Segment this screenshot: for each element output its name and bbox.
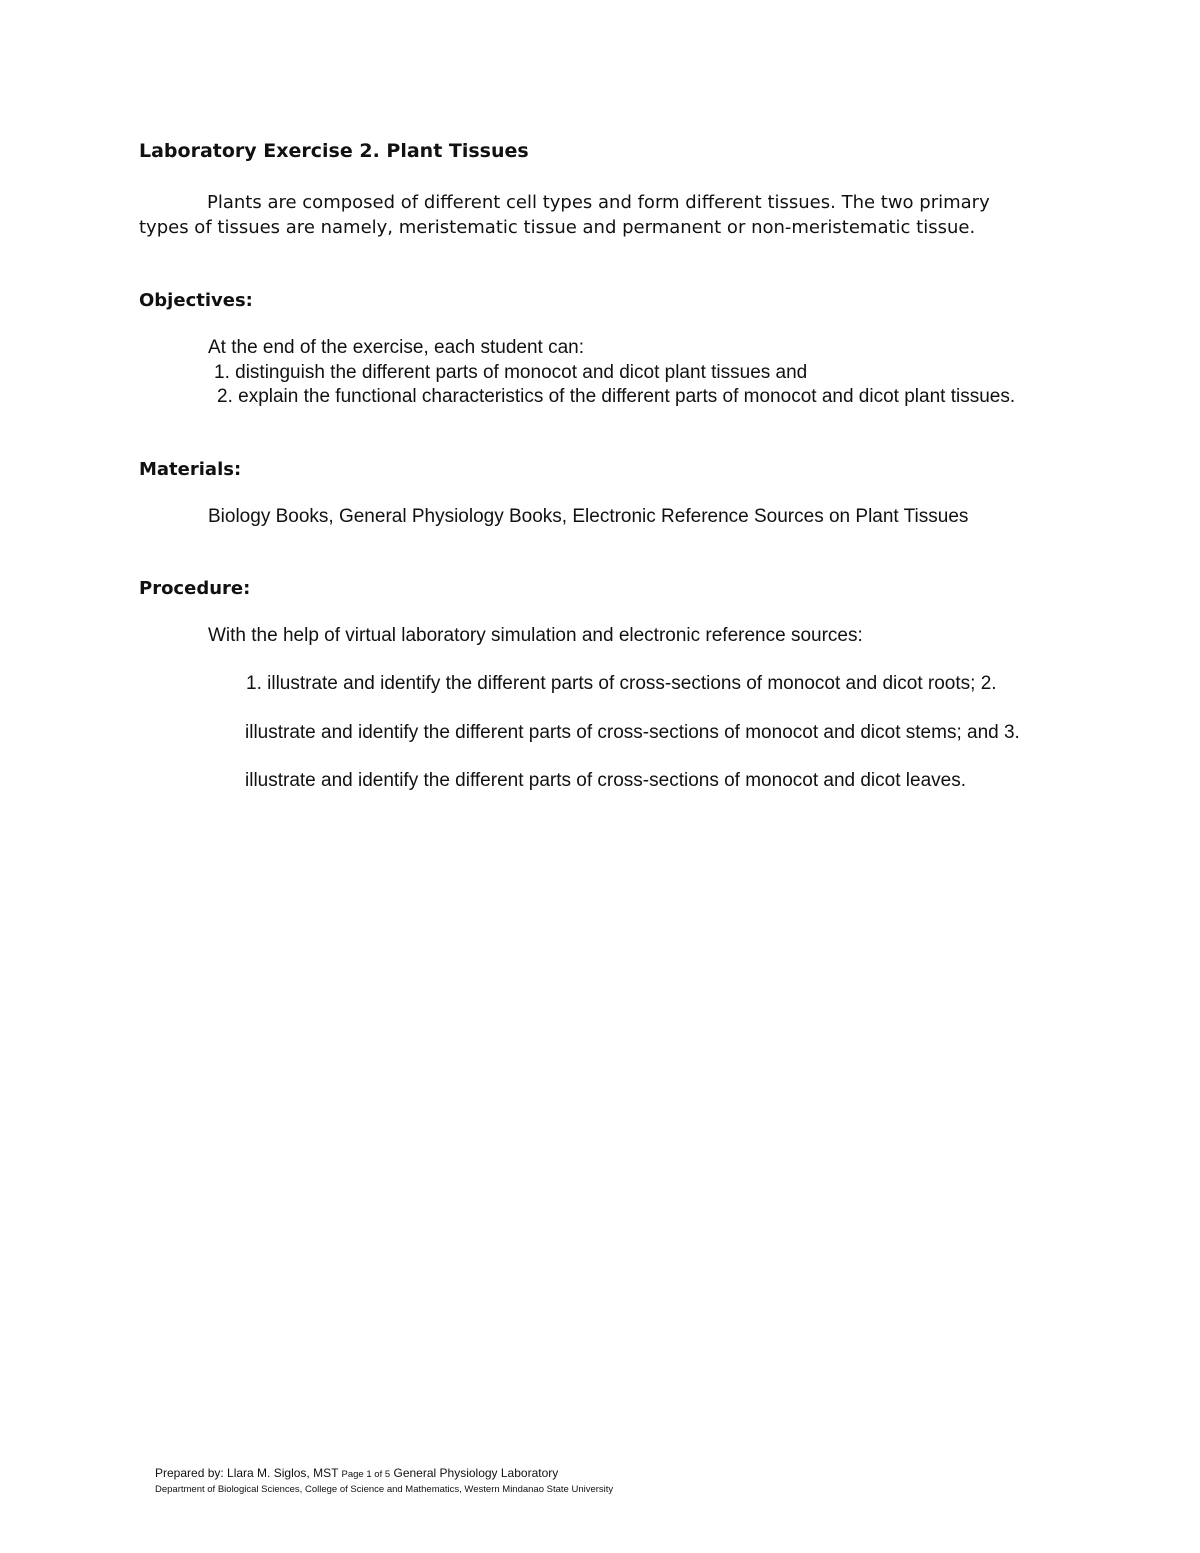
objectives-lead: At the end of the exercise, each student can: (208, 337, 585, 358)
objective-item-1: 1. distinguish the different parts of monocot and dicot plant tissues and (214, 362, 808, 383)
objective-item-2: 2. explain the functional characteristics of the different parts of monocot and dicot plant tissues. (217, 386, 1016, 407)
footer-department: Department of Biological Sciences, College of Science and Mathematics, Western Mindanao State University (155, 1484, 614, 1495)
page-title: Laboratory Exercise 2. Plant Tissues (139, 140, 529, 162)
footer-course: General Physiology Laboratory (393, 1466, 559, 1480)
footer-prepared-by: Prepared by: Llara M. Siglos, MST (155, 1466, 339, 1480)
procedure-lead: With the help of virtual laboratory simulation and electronic reference sources: (208, 625, 863, 646)
procedure-heading: Procedure: (139, 578, 251, 599)
intro-line-1: Plants are composed of different cell types and form different tissues. The two primary (207, 192, 990, 213)
procedure-line-3: illustrate and identify the different parts of cross-sections of monocot and dicot leaves. (245, 770, 966, 791)
footer-line-1 (155, 1466, 558, 1480)
intro-line-2: types of tissues are namely, meristematic tissue and permanent or non-meristematic tissue. (139, 217, 976, 238)
procedure-line-2: illustrate and identify the different parts of cross-sections of monocot and dicot stems; and 3. (245, 722, 1020, 743)
materials-text: Biology Books, General Physiology Books, Electronic Reference Sources on Plant Tissues (208, 506, 969, 527)
footer-page-number: Page 1 of 5 (341, 1469, 391, 1480)
objectives-heading: Objectives: (139, 290, 253, 311)
materials-heading: Materials: (139, 459, 242, 480)
procedure-line-1: 1. illustrate and identify the different parts of cross-sections of monocot and dicot roots; 2. (246, 673, 997, 694)
